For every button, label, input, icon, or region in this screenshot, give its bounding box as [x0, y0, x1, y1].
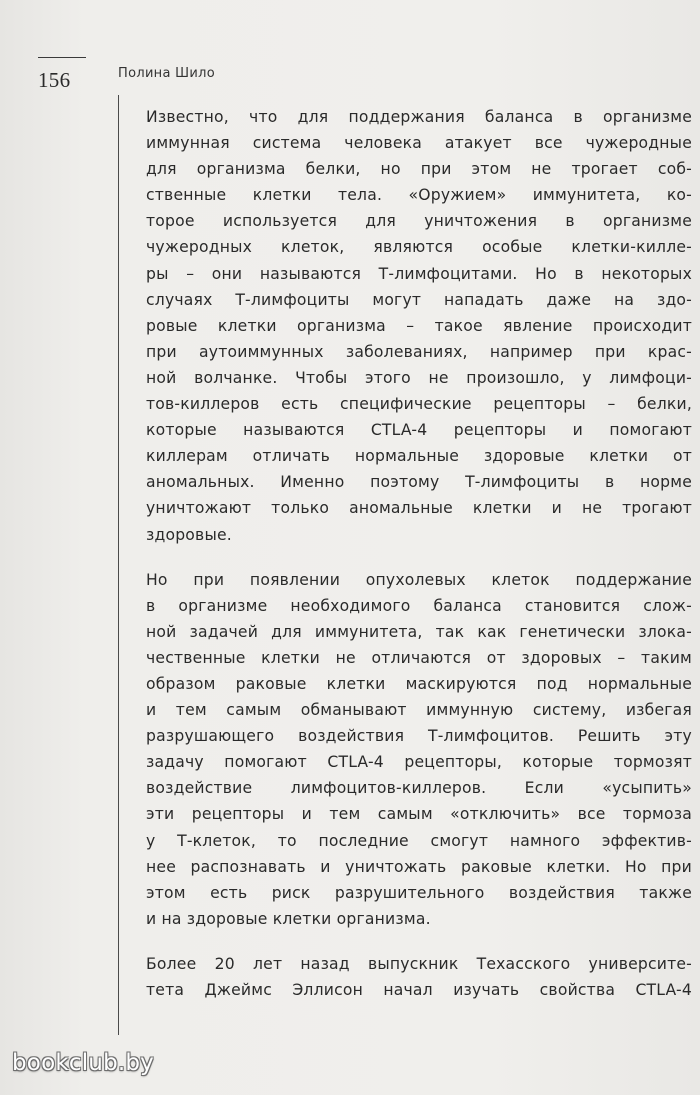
text-line: случаях Т-лимфоциты могут нападать даже на здо-: [146, 290, 692, 309]
text-line: торое используется для уничтожения в организме: [146, 212, 692, 231]
text-line: эти рецепторы и тем самым «отключить» все тормоза: [146, 805, 692, 824]
margin-rule: [118, 95, 119, 1035]
text-line: которые называются CTLA-4 рецепторы и помогают: [146, 421, 692, 440]
text-line: Известно, что для поддержания баланса в организме: [146, 108, 692, 126]
text-line: чужеродных клеток, являются особые клетки-килле-: [146, 238, 692, 257]
text-line: ной волчанке. Чтобы этого не произошло, у лимфоци-: [146, 368, 692, 387]
text-line: иммунная система человека атакует все чужеродные: [146, 134, 692, 153]
text-line: тов-киллеров есть специфические рецепторы – белки,: [146, 395, 692, 414]
text-line: задачу помогают CTLA-4 рецепторы, которые тормозят: [146, 753, 692, 772]
paragraph-1: [146, 104, 692, 548]
running-head-author: Полина Шило: [118, 66, 215, 81]
text-line: Но при появлении опухолевых клеток поддержание: [146, 570, 692, 589]
text-line: киллерам отличать нормальные здоровые клетки от: [146, 447, 692, 466]
watermark: bookclub.by: [12, 1050, 154, 1076]
text-line: уничтожают только аномальные клетки и не трогают: [146, 499, 692, 518]
text-line: для организма белки, но при этом не трогает соб-: [146, 160, 692, 179]
body-text: [146, 104, 692, 1003]
text-line: образом раковые клетки маскируются под нормальные: [146, 674, 692, 693]
text-line: и на здоровые клетки организма.: [146, 909, 431, 928]
text-line: нее распознавать и уничтожать раковые клетки. Но при: [146, 857, 692, 876]
text-line: при аутоиммунных заболеваниях, например при крас-: [146, 342, 692, 361]
text-line: ровые клетки организма – такое явление происходит: [146, 316, 692, 335]
text-line: Более 20 лет назад выпускник Техасского университе-: [146, 954, 692, 973]
paragraph-3: [146, 951, 692, 1003]
text-line: в организме необходимого баланса становится слож-: [146, 596, 692, 615]
text-line: чественные клетки не отличаются от здоровых – таким: [146, 648, 692, 667]
paragraph-2: [146, 567, 692, 932]
top-rule: [38, 57, 86, 58]
text-line: здоровые.: [146, 525, 232, 544]
text-line: ной задачей для иммунитета, так как генетически злока-: [146, 622, 692, 641]
text-line: ственные клетки тела. «Оружием» иммунитета, ко-: [146, 186, 692, 205]
text-line: тета Джеймс Эллисон начал изучать свойства CTLA-4: [146, 981, 692, 999]
text-line: аномальных. Именно поэтому Т-лимфоциты в норме: [146, 473, 692, 492]
text-line: и тем самым обманывают иммунную систему, избегая: [146, 701, 692, 720]
text-line: этом есть риск разрушительного воздействия также: [146, 883, 692, 902]
text-line: ры – они называются Т-лимфоцитами. Но в некоторых: [146, 264, 692, 283]
text-line: разрушающего воздействия Т-лимфоцитов. Решить эту: [146, 727, 692, 746]
text-line: воздействие лимфоцитов-киллеров. Если «усыпить»: [146, 779, 692, 798]
text-line: у Т-клеток, то последние смогут намного эффектив-: [146, 831, 692, 850]
page-number: 156: [38, 68, 71, 92]
